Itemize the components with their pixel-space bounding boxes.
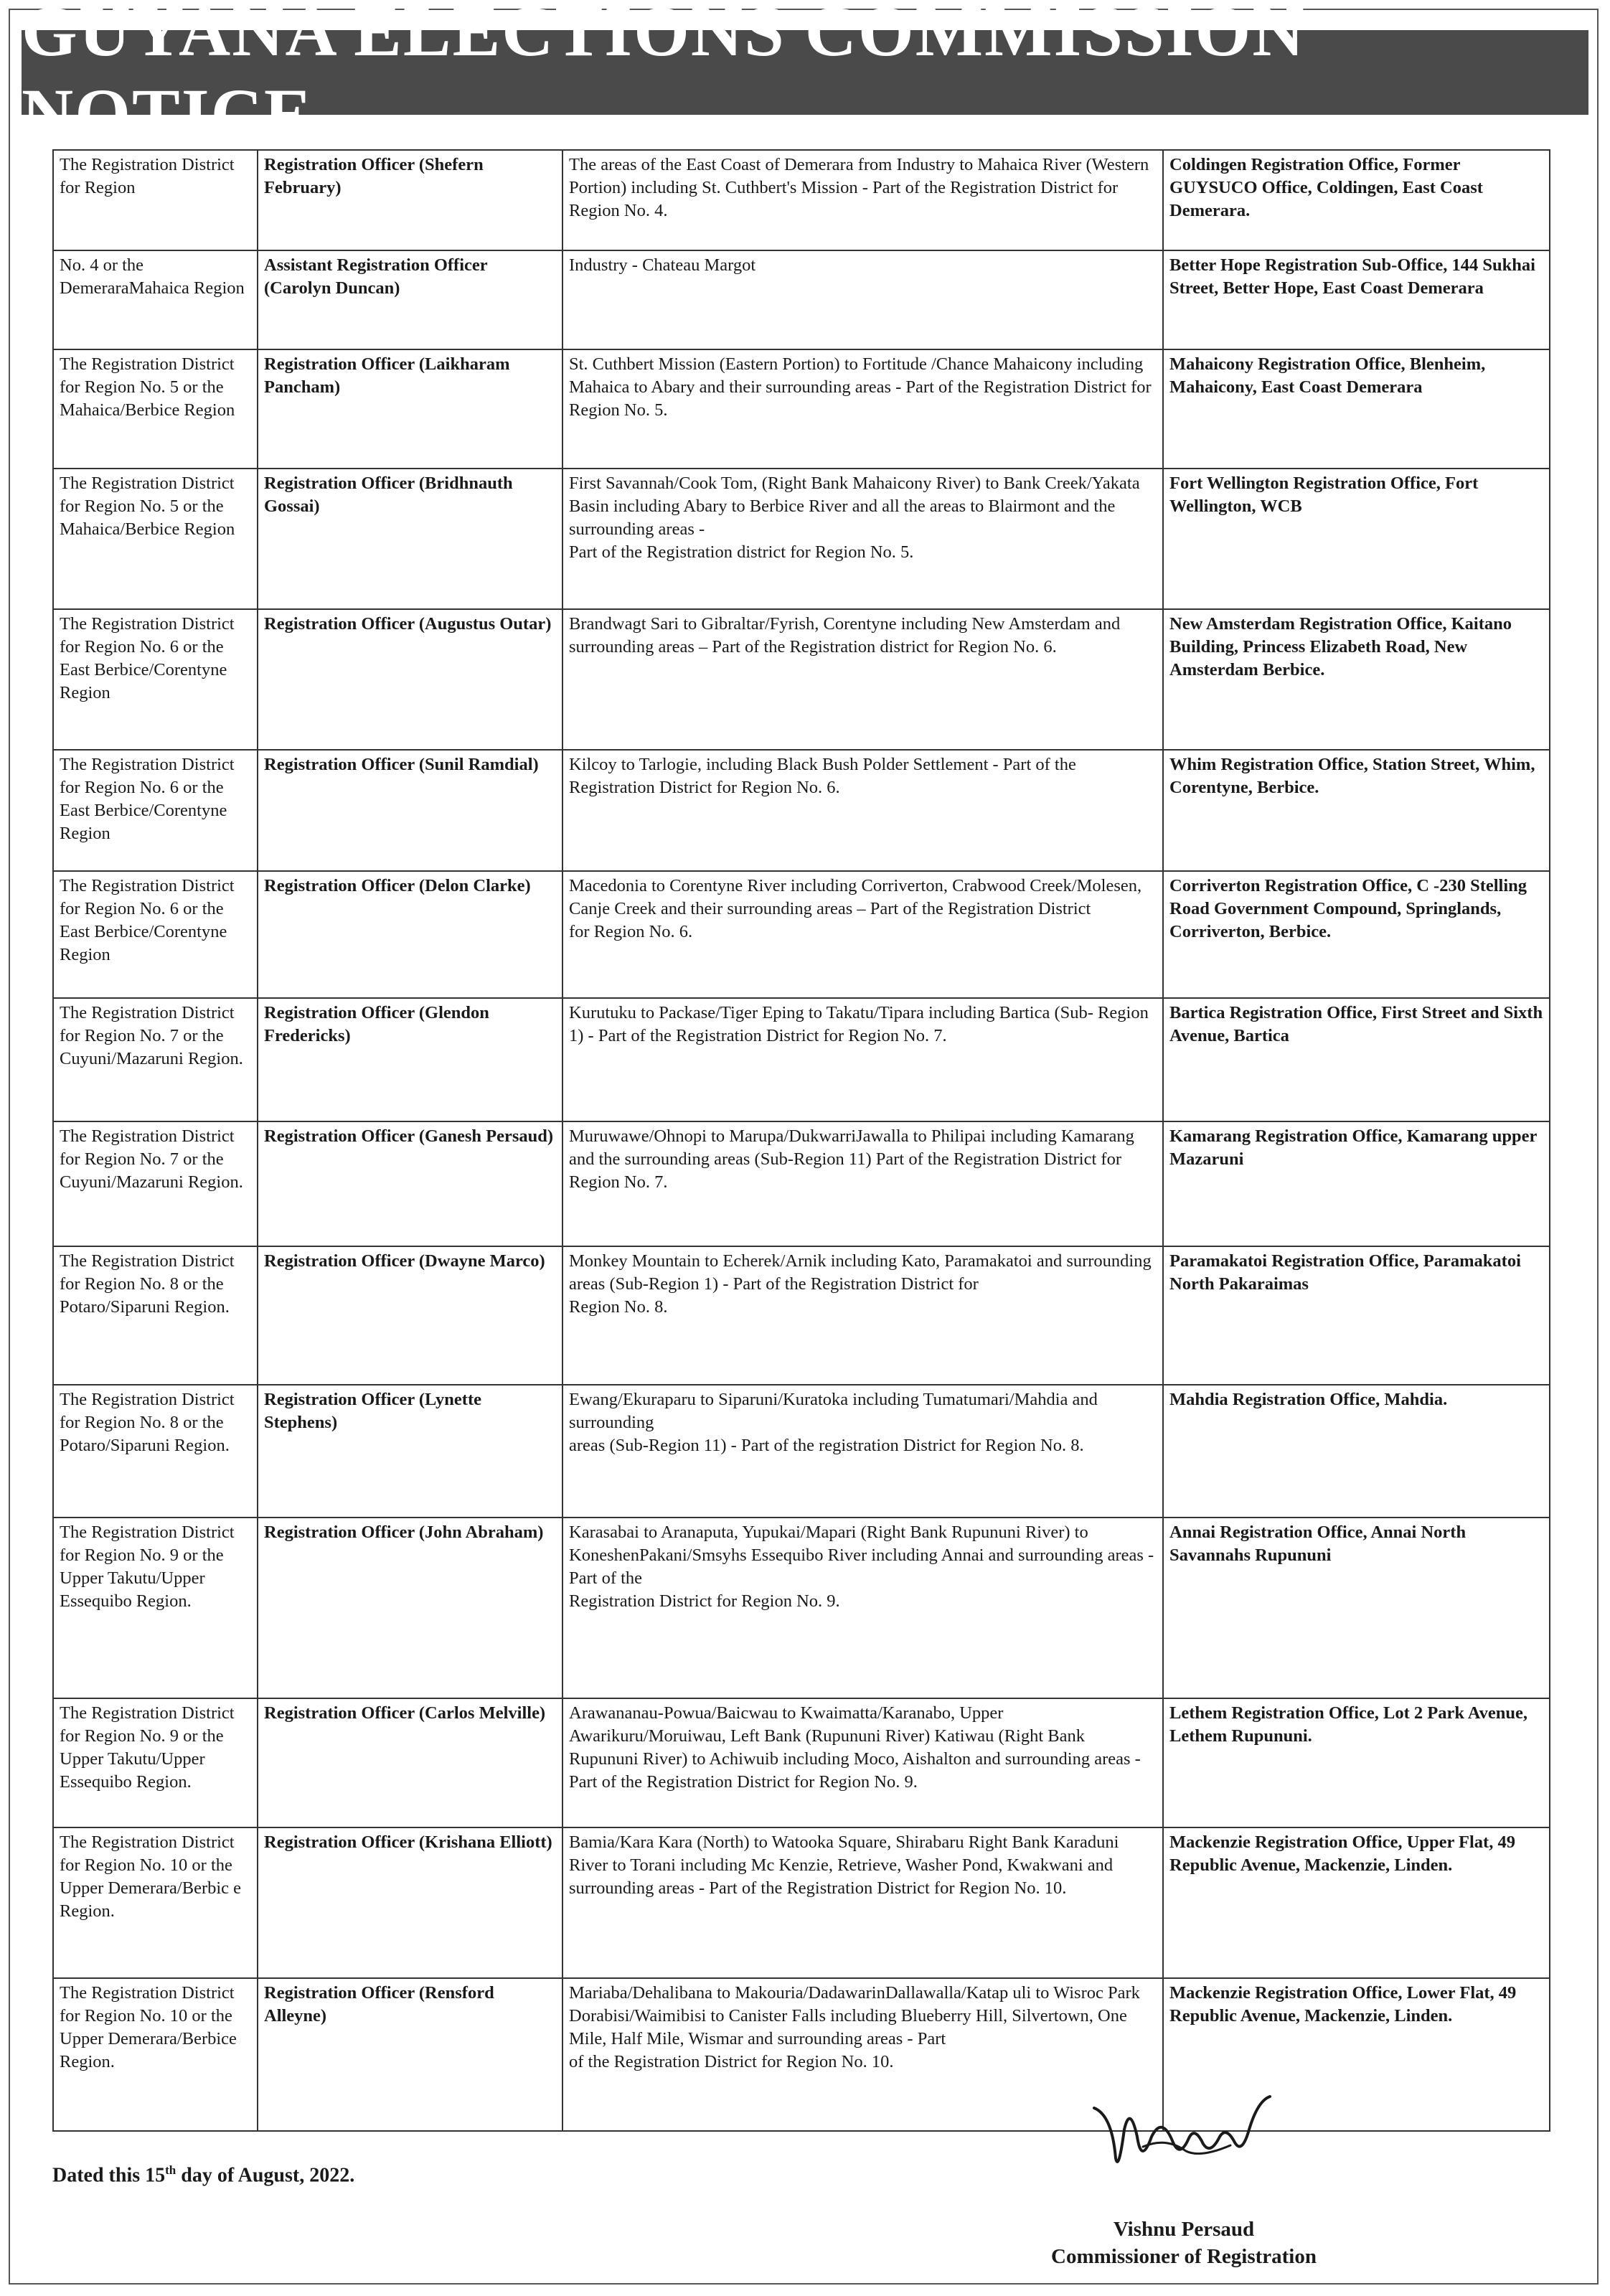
district-cell: No. 4 or the DemeraraMahaica Region xyxy=(53,250,258,349)
table-row xyxy=(53,1518,1550,1698)
district-cell: The Registration District for Region No. 5 or the Mahaica/Berbice Region xyxy=(53,469,258,609)
officer-cell: Registration Officer (John Abraham) xyxy=(258,1518,562,1698)
table-row xyxy=(53,871,1550,998)
signatory-name: Vishnu Persaud xyxy=(1113,2218,1255,2241)
areas-cell: Brandwagt Sari to Gibraltar/Fyrish, Corentyne including New Amsterdam and surrounding areas – Part of the Registration district for Region No. 6. xyxy=(562,609,1163,750)
table-row xyxy=(53,250,1550,349)
table-row xyxy=(53,998,1550,1121)
areas-cell: Monkey Mountain to Echerek/Arnik including Kato, Paramakatoi and surrounding areas (Sub-Region 1) - Part of the Registration District for Region No. 8. xyxy=(562,1246,1163,1385)
district-cell: The Registration District for Region No. 8 or the Potaro/Siparuni Region. xyxy=(53,1385,258,1518)
table-row xyxy=(53,1121,1550,1246)
officer-cell: Registration Officer (Glendon Fredericks) xyxy=(258,998,562,1121)
office-cell: Mackenzie Registration Office, Upper Flat, 49 Republic Avenue, Mackenzie, Linden. xyxy=(1163,1827,1550,1978)
office-cell: Bartica Registration Office, First Street and Sixth Avenue, Bartica xyxy=(1163,998,1550,1121)
areas-cell: Mariaba/Dehalibana to Makouria/DadawarinDallawalla/Katap uli to Wisroc Park Dorabisi/Waimibisi to Canister Falls including Blueberry Hill, Silvertown, One Mile, Half Mile, Wismar and surrounding areas - Part of the Registration District for Region No. 10. xyxy=(562,1978,1163,2131)
office-cell: Mahaicony Registration Office, Blenheim, Mahaicony, East Coast Demerara xyxy=(1163,349,1550,469)
officer-cell: Registration Officer (Augustus Outar) xyxy=(258,609,562,750)
office-cell: Better Hope Registration Sub-Office, 144 Sukhai Street, Better Hope, East Coast Demerara xyxy=(1163,250,1550,349)
table-row xyxy=(53,469,1550,609)
areas-cell: Industry - Chateau Margot xyxy=(562,250,1163,349)
areas-cell: Karasabai to Aranaputa, Yupukai/Mapari (Right Bank Rupununi River) to KoneshenPakani/Smsyhs Essequibo River including Annai and surrounding areas - Part of the Registration District for Region No. 9. xyxy=(562,1518,1163,1698)
office-cell: Whim Registration Office, Station Street, Whim, Corentyne, Berbice. xyxy=(1163,750,1550,871)
officer-cell: Registration Officer (Dwayne Marco) xyxy=(258,1246,562,1385)
office-cell: Annai Registration Office, Annai North Savannahs Rupununi xyxy=(1163,1518,1550,1698)
signatory-block xyxy=(1004,2216,1363,2270)
table-row xyxy=(53,609,1550,750)
office-cell: Mackenzie Registration Office, Lower Flat, 49 Republic Avenue, Mackenzie, Linden. xyxy=(1163,1978,1550,2131)
district-cell: The Registration District for Region No. 5 or the Mahaica/Berbice Region xyxy=(53,349,258,469)
district-cell: The Registration District for Region No. 10 or the Upper Demerara/Berbic e Region. xyxy=(53,1827,258,1978)
table-row xyxy=(53,1698,1550,1827)
dated-line: Dated this 15th day of August, 2022. xyxy=(52,2163,355,2187)
areas-cell: St. Cuthbert Mission (Eastern Portion) to Fortitude /Chance Mahaicony including Mahaica to Abary and their surrounding areas - Part of the Registration District for Region No. 5. xyxy=(562,349,1163,469)
district-cell: The Registration District for Region No. 8 or the Potaro/Siparuni Region. xyxy=(53,1246,258,1385)
areas-cell: Kilcoy to Tarlogie, including Black Bush Polder Settlement - Part of the Registration District for Region No. 6. xyxy=(562,750,1163,871)
officer-cell: Registration Officer (Lynette Stephens) xyxy=(258,1385,562,1518)
registration-offices-table xyxy=(52,149,1550,2132)
areas-cell: Ewang/Ekuraparu to Siparuni/Kuratoka including Tumatumari/Mahdia and surrounding areas (Sub-Region 11) - Part of the registration District for Region No. 8. xyxy=(562,1385,1163,1518)
district-cell: The Registration District for Region No. 6 or the East Berbice/Corentyne Region xyxy=(53,609,258,750)
officer-cell: Registration Officer (Sunil Ramdial) xyxy=(258,750,562,871)
areas-cell: Muruwawe/Ohnopi to Marupa/DukwarriJawalla to Philipai including Kamarang and the surrounding areas (Sub-Region 11) Part of the Registration District for Region No. 7. xyxy=(562,1121,1163,1246)
table-row xyxy=(53,349,1550,469)
office-cell: Paramakatoi Registration Office, Paramakatoi North Pakaraimas xyxy=(1163,1246,1550,1385)
office-cell: Coldingen Registration Office, Former GUYSUCO Office, Coldingen, East Coast Demerara. xyxy=(1163,150,1550,250)
areas-cell: Bamia/Kara Kara (North) to Watooka Square, Shirabaru Right Bank Karaduni River to Torani including Mc Kenzie, Retrieve, Washer Pond, Kwakwani and surrounding areas - Part of the Registration District for Region No. 10. xyxy=(562,1827,1163,1978)
areas-cell: The areas of the East Coast of Demerara from Industry to Mahaica River (Western Portion) including St. Cuthbert's Mission - Part of the Registration District for Region No. 4. xyxy=(562,150,1163,250)
officer-cell: Registration Officer (Carlos Melville) xyxy=(258,1698,562,1827)
office-cell: Lethem Registration Office, Lot 2 Park Avenue, Lethem Rupununi. xyxy=(1163,1698,1550,1827)
areas-cell: First Savannah/Cook Tom, (Right Bank Mahaicony River) to Bank Creek/Yakata Basin including Abary to Berbice River and all the areas to Blairmont and the surrounding areas - Part of the Registration district for Region No. 5. xyxy=(562,469,1163,609)
district-cell: The Registration District for Region xyxy=(53,150,258,250)
officer-cell: Registration Officer (Ganesh Persaud) xyxy=(258,1121,562,1246)
district-cell: The Registration District for Region No. 6 or the East Berbice/Corentyne Region xyxy=(53,750,258,871)
district-cell: The Registration District for Region No. 7 or the Cuyuni/Mazaruni Region. xyxy=(53,1121,258,1246)
officer-cell: Registration Officer (Shefern February) xyxy=(258,150,562,250)
areas-cell: Macedonia to Corentyne River including Corriverton, Crabwood Creek/Molesen, Canje Creek and their surrounding areas – Part of the Registration District for Region No. 6. xyxy=(562,871,1163,998)
office-cell: Fort Wellington Registration Office, Fort Wellington, WCB xyxy=(1163,469,1550,609)
office-cell: New Amsterdam Registration Office, Kaitano Building, Princess Elizabeth Road, New Amsterdam Berbice. xyxy=(1163,609,1550,750)
table-row xyxy=(53,1246,1550,1385)
district-cell: The Registration District for Region No. 9 or the Upper Takutu/Upper Essequibo Region. xyxy=(53,1518,258,1698)
officer-cell: Registration Officer (Laikharam Pancham) xyxy=(258,349,562,469)
signature-mark xyxy=(1073,2086,1288,2187)
district-cell: The Registration District for Region No. 10 or the Upper Demerara/Berbice Region. xyxy=(53,1978,258,2131)
office-cell: Mahdia Registration Office, Mahdia. xyxy=(1163,1385,1550,1518)
officer-cell: Registration Officer (Rensford Alleyne) xyxy=(258,1978,562,2131)
district-cell: The Registration District for Region No. 9 or the Upper Takutu/Upper Essequibo Region. xyxy=(53,1698,258,1827)
office-cell: Corriverton Registration Office, C -230 Stelling Road Government Compound, Springlands, Corriverton, Berbice. xyxy=(1163,871,1550,998)
table-row xyxy=(53,1385,1550,1518)
officer-cell: Assistant Registration Officer (Carolyn Duncan) xyxy=(258,250,562,349)
table-row xyxy=(53,1827,1550,1978)
district-cell: The Registration District for Region No. 6 or the East Berbice/Corentyne Region xyxy=(53,871,258,998)
table-row xyxy=(53,1978,1550,2131)
officer-cell: Registration Officer (Delon Clarke) xyxy=(258,871,562,998)
table-row xyxy=(53,750,1550,871)
district-cell: The Registration District for Region No. 7 or the Cuyuni/Mazaruni Region. xyxy=(53,998,258,1121)
notice-title: GUYANA ELECTIONS COMMISSION NOTICE xyxy=(22,30,1588,115)
office-cell: Kamarang Registration Office, Kamarang upper Mazaruni xyxy=(1163,1121,1550,1246)
officer-cell: Registration Officer (Krishana Elliott) xyxy=(258,1827,562,1978)
areas-cell: Kurutuku to Packase/Tiger Eping to Takatu/Tipara including Bartica (Sub- Region 1) - Part of the Registration District for Region No. 7. xyxy=(562,998,1163,1121)
officer-cell: Registration Officer (Bridhnauth Gossai) xyxy=(258,469,562,609)
areas-cell: Arawananau-Powua/Baicwau to Kwaimatta/Karanabo, Upper Awarikuru/Moruiwau, Left Bank (Rupununi River) Katiwau (Right Bank Rupununi River) to Achiwuib including Moco, Aishalton and surrounding areas - Part of the Registration District for Region No. 9. xyxy=(562,1698,1163,1827)
signatory-title: Commissioner of Registration xyxy=(1051,2245,1317,2268)
table-row xyxy=(53,150,1550,250)
